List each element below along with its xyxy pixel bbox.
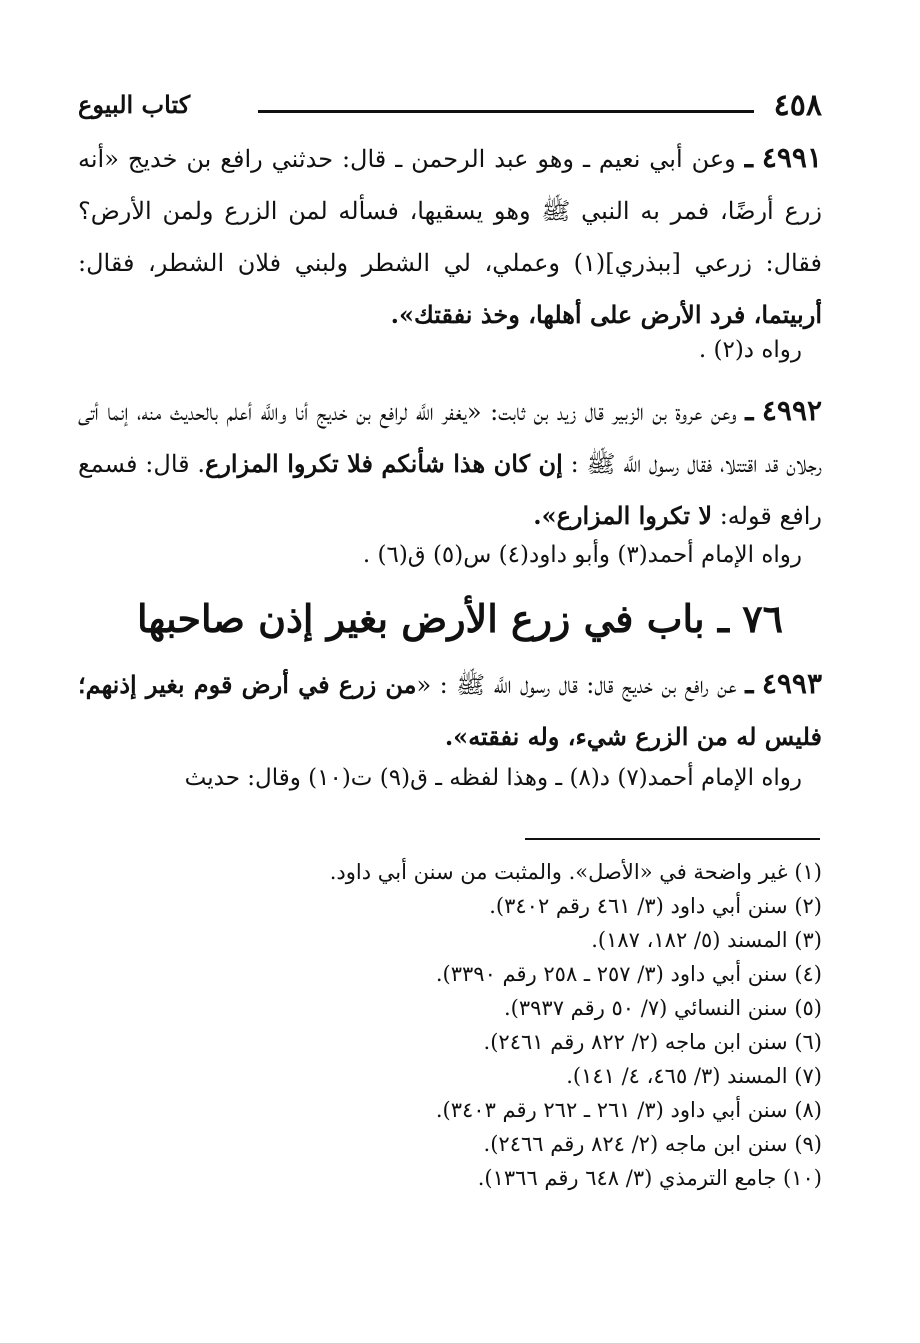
footnote: (٦) سنن ابن ماجه (٢/ ٨٢٢ رقم ٢٤٦١).	[483, 1030, 822, 1054]
hadith-dash: ـ	[745, 394, 754, 427]
book-title: كتاب البيوع	[78, 90, 191, 119]
hadith-4992	[78, 385, 822, 542]
footnotes	[300, 855, 822, 1195]
prophetic-saying: إن كان هذا شأنكم فلا تكروا المزارع	[205, 449, 563, 478]
hadith-dash: ـ	[745, 667, 754, 700]
page-header	[78, 88, 822, 128]
footnote-rule	[525, 838, 820, 840]
hadith-4993	[78, 658, 822, 763]
hadith-source: رواه د(٢) .	[698, 337, 802, 363]
footnote: (١) غير واضحة في «الأصل». والمثبت من سنن أبي داود.	[329, 860, 822, 884]
hadith-number: ٤٩٩١	[761, 141, 822, 174]
prophetic-saying: أربيتما، فرد الأرض على أهلها، وخذ نفقتك	[414, 300, 822, 329]
hadith-number: ٤٩٩٣	[761, 667, 822, 700]
hadith-4991	[78, 132, 822, 341]
footnote: (١٠) جامع الترمذي (٣/ ٦٤٨ رقم ١٣٦٦).	[477, 1166, 822, 1190]
hadith-text-end: ».	[390, 300, 415, 329]
prophetic-saying: من زرع في أرض قوم بغير إذنهم؛ فليس له من الزرع شيء، وله نفقته	[78, 670, 822, 751]
hadith-text: . قال: فسمع رافع قوله:	[78, 450, 822, 530]
prophetic-saying: لا تكروا المزارع	[556, 501, 713, 530]
hadith-text-end: ».	[444, 722, 469, 751]
hadith-dash: ـ	[744, 141, 753, 174]
hadith-text: وعن عروة بن الزبير قال زيد بن ثابت: «يغفر اللَّه لرافع بن خديج أنا واللَّه أعلم بالحديث منه، إنما أتى رجلان قد اقتتلا، فقال رسول اللَّه ﷺ :	[78, 398, 822, 478]
hadith-source: رواه الإمام أحمد(٣) وأبو داود(٤) س(٥) ق(٦) .	[362, 542, 802, 568]
footnote: (٤) سنن أبي داود (٣/ ٢٥٧ ـ ٢٥٨ رقم ٣٣٩٠).	[435, 962, 822, 986]
chapter-title: ٧٦ ـ باب في زرع الأرض بغير إذن صاحبها	[136, 596, 784, 641]
footnote: (٣) المسند (٥/ ١٨٢، ١٨٧).	[591, 928, 822, 952]
hadith-text-end: ».	[533, 501, 557, 530]
hadith-source: رواه الإمام أحمد(٧) د(٨) ـ وهذا لفظه ـ ق(٩) ت(١٠) وقال: حديث	[184, 765, 802, 791]
hadith-number: ٤٩٩٢	[761, 394, 823, 427]
footnote: (٥) سنن النسائي (٧/ ٥٠ رقم ٣٩٣٧).	[504, 996, 822, 1020]
hadith-text: عن رافع بن خديج قال: قال رسول اللَّه ﷺ : «	[416, 671, 737, 699]
footnote: (٩) سنن ابن ماجه (٢/ ٨٢٤ رقم ٢٤٦٦).	[483, 1132, 822, 1156]
header-rule	[258, 110, 754, 113]
page-number: ٤٥٨	[773, 88, 822, 123]
footnote: (٧) المسند (٣/ ٤٦٥، ٤/ ١٤١).	[566, 1064, 822, 1088]
footnote: (٨) سنن أبي داود (٣/ ٢٦١ ـ ٢٦٢ رقم ٣٤٠٣).	[435, 1098, 822, 1122]
hadith-text: وعن أبي نعيم ـ وهو عبد الرحمن ـ قال: حدثني رافع بن خديج «أنه زرع أرضًا، فمر به النبي ﷺ وهو يسقيها، فسأله لمن الزرع ولمن الأرض؟ فقال: زرعي [ببذري](١) وعملي، لي الشطر ولبني فلان الشطر، فقال:	[78, 145, 822, 277]
footnote: (٢) سنن أبي داود (٣/ ٤٦١ رقم ٣٤٠٢).	[489, 894, 822, 918]
